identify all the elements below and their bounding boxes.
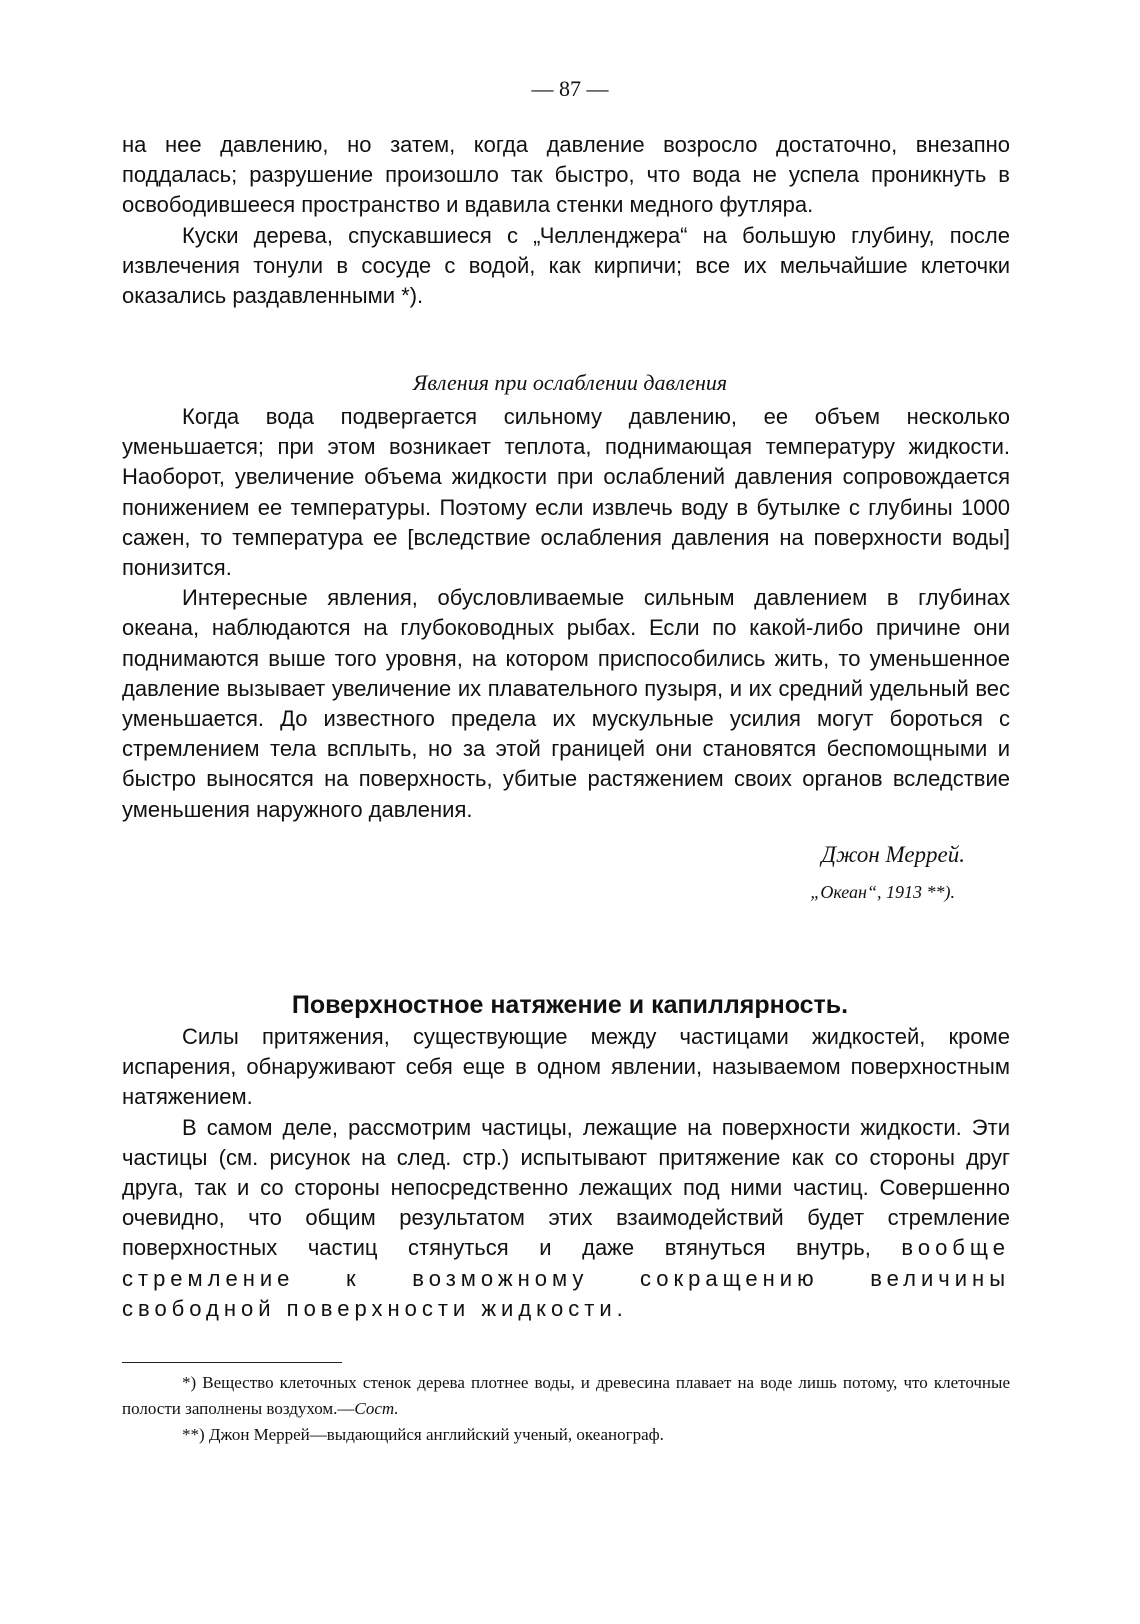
author-signature: Джон Меррей. <box>821 842 965 867</box>
footnote-2: **) Джон Меррей—выдающийся английский ученый, океанограф. <box>182 1425 664 1444</box>
section1-text <box>122 402 1010 825</box>
footnote-separator <box>122 1362 342 1363</box>
paragraph: на нее давлению, но затем, когда давление возросло достаточно, внезапно поддалась; разрушение произошло так быстро, что вода не успела проникнуть в освободившееся пространство и вдавила стенки медного футляра. <box>122 132 1010 218</box>
paragraph <box>122 1113 1010 1324</box>
source-citation: „Океан“, 1913 **). <box>810 882 955 902</box>
footnote-attribution: Сост. <box>354 1399 399 1418</box>
opening-text <box>122 130 1010 311</box>
section-title: Поверхностное натяжение и капиллярность. <box>291 991 849 1019</box>
page-number: — 87 — <box>531 76 609 101</box>
paragraph: Куски дерева, спускавшиеся с „Челленджера“ на большую глубину, после извлечения тонули в сосуде с водой, как кирпичи; все их мельчайшие клеточки оказались раздавленными *). <box>122 222 1010 309</box>
paragraph: Когда вода подвергается сильному давлению, ее объем несколько уменьшается; при этом возникает теплота, поднимающая температуру жидкости. Наоборот, увеличение объема жидкости при ослаблений давления сопровождается понижением ее температуры. Поэтому если извлечь воду в бутылке с глубины 1000 сажен, то температура ее [вследствие ослабления давления на поверхности воды] понизится. <box>122 404 1010 581</box>
footnotes <box>122 1370 1010 1448</box>
paragraph-text: В самом деле, рассмотрим частицы, лежащие на поверхности жидкости. Эти частицы (см. рисунок на след. стр.) испытывают притяжение как со стороны друг друга, так и со стороны непосредственно лежащих под ними частиц. Совершенно очевидно, что общим результатом этих взаимодействий будет стремление поверхностных частиц стянуться и даже втянуться внутрь, <box>122 1114 1010 1261</box>
emphasized-text: вообще стремление к возможному сокращению величины свободной поверхности жидкости. <box>122 1235 1010 1321</box>
paragraph: Интересные явления, обусловливаемые сильным давлением в глубинах океана, наблюдаются на глубоководных рыбах. Если по какой-либо причине они поднимаются выше того уровня, на котором приспособились жить, то уменьшенное давление вызывает увеличение их плавательного пузыря, и их средний удельный вес уменьшается. До известного предела их мускульные усилия могут бороться с стремлением тела всплыть, но за этой границей они становятся беспомощными и быстро выносятся на поверхность, убитые растяжением своих органов вследствие уменьшения наружного давления. <box>122 585 1010 822</box>
footnote-1 <box>122 1370 1010 1422</box>
section-subheading: Явления при ослаблении давления <box>412 370 728 395</box>
footnote-text: *) Вещество клеточных стенок дерева плотнее воды, и древесина плавает на воде лишь потому, что клеточные полости заполнены воздухом.— <box>122 1373 1010 1418</box>
paragraph: Силы притяжения, существующие между частицами жидкостей, кроме испарения, обнаруживают себя еще в одном явлении, называемом поверхностным натяжением. <box>122 1024 1010 1110</box>
section2-text <box>122 1022 1010 1324</box>
